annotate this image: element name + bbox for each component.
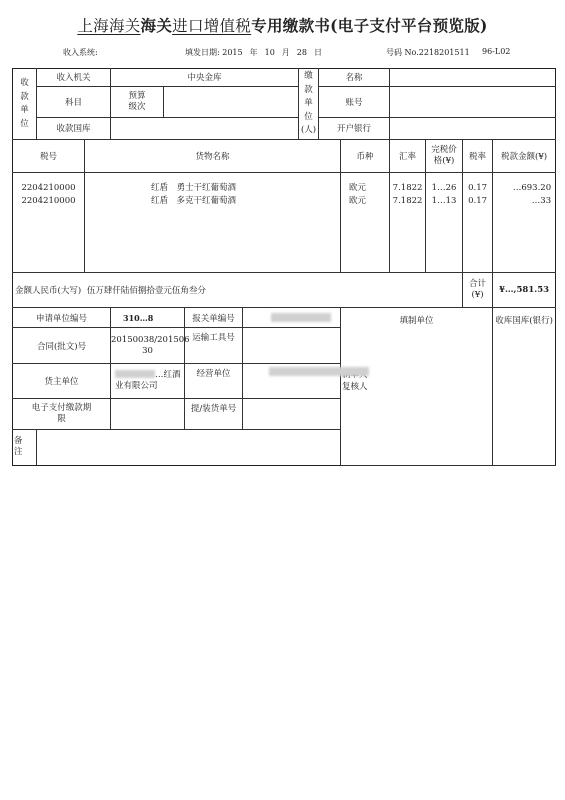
amount-words-value: 伍万肆仟陆佰捌拾壹元伍角叁分 (86, 285, 206, 296)
revenue-office-label: 收入机关 (37, 69, 111, 87)
currency-header: 币种 (341, 140, 390, 173)
transport-label: 运输工具号 (185, 328, 243, 363)
operator-value (243, 363, 341, 398)
redacted-declaration-no (271, 313, 331, 322)
issue-year: 2015 (222, 48, 243, 57)
duty-paid-price-header (426, 140, 463, 173)
remarks-label (13, 429, 37, 465)
revenue-system-label: 收入系统: (63, 48, 98, 57)
payment-deadline-value (111, 398, 185, 429)
owner-label: 货主单位 (13, 363, 111, 398)
payer-name-value (390, 69, 556, 87)
title-customs-word: 海关 (140, 16, 173, 35)
payer-account-label: 账号 (319, 86, 390, 117)
owner-line-2: 业有限公司 (115, 380, 158, 391)
duty-paid-price-line-1: 完税价 (431, 145, 457, 156)
issue-date (185, 47, 329, 58)
year-unit: 年 (249, 48, 258, 57)
issue-day: 28 (296, 48, 307, 57)
bill-of-lading-value (243, 398, 341, 429)
deadline-line-2: 限 (57, 413, 66, 424)
operator-label: 经营单位 (185, 363, 243, 398)
title-customs-name: 上海海关 (77, 17, 141, 35)
table-row: 7.1822 (392, 183, 423, 194)
tax-rate-cell (463, 173, 493, 272)
receiving-treasury-label: 收款国库 (37, 117, 111, 140)
tax-rate-header: 税率 (463, 140, 493, 173)
document-number-label: 号码 No. (386, 48, 419, 57)
remarks-char-1: 备 (14, 436, 23, 447)
table-row: 红盾 勇士干红葡萄酒 (151, 183, 237, 194)
table-row: 1…26 (431, 183, 457, 194)
table-row: 0.17 (468, 183, 488, 194)
remarks-char-2: 注 (14, 447, 23, 458)
payer-char-2: 款 (304, 84, 313, 95)
issue-date-label: 填发日期: (185, 48, 220, 57)
payment-deadline-label (13, 398, 111, 429)
total-sum-line-1: 合计 (469, 278, 487, 289)
exchange-rate-cell (390, 173, 426, 272)
payer-char-5: (人) (300, 125, 317, 136)
payment-form-table (12, 68, 556, 466)
payer-bank-label: 开户银行 (319, 117, 390, 140)
tax-amount-header: 税款金额(¥) (493, 140, 556, 173)
table-row: 2204210000 (21, 183, 76, 194)
table-row: 欧元 (349, 196, 367, 207)
goods-name-cell (85, 173, 341, 272)
redacted-owner-name (115, 370, 155, 378)
goods-name-header: 货物名称 (85, 140, 341, 173)
document-title (0, 14, 565, 36)
table-row: 7.1822 (392, 196, 423, 207)
owner-value (111, 363, 185, 398)
amount-words-label: 金额人民币(大写) (15, 285, 82, 296)
reviewer-label: 复核人 (342, 381, 368, 392)
issue-month: 10 (264, 48, 275, 57)
deadline-line-1: 电子支付缴款期 (31, 402, 92, 413)
applicant-code-value: 310…8 (111, 307, 185, 328)
subject-label: 科目 (37, 86, 111, 117)
treasury-bank-label: 收库国库(银行) (493, 307, 556, 465)
payer-account-value (390, 86, 556, 117)
table-row: 1…13 (431, 196, 457, 207)
payer-char-3: 单 (304, 98, 313, 109)
payee-section-label (13, 69, 37, 140)
budget-level-line-1: 预算 (128, 90, 146, 101)
contract-label: 合同(批文)号 (13, 328, 111, 363)
table-row: …693.20 (512, 183, 552, 194)
applicant-code-label: 申请单位编号 (13, 307, 111, 328)
declaration-no-label: 报关单编号 (185, 307, 243, 328)
payee-char-1: 收 (20, 78, 29, 89)
tax-amount-cell (493, 173, 556, 272)
receiving-treasury-value (111, 117, 299, 140)
total-sum-label (463, 272, 493, 307)
transport-value (243, 328, 341, 363)
duty-paid-price-cell (426, 173, 463, 272)
revenue-office-value: 中央金库 (111, 69, 299, 87)
month-unit: 月 (281, 48, 290, 57)
filler-label: 填制单位 (399, 315, 434, 326)
payee-char-2: 款 (20, 91, 29, 102)
payer-bank-value (390, 117, 556, 140)
total-sum-value: ¥…,581.53 (493, 272, 556, 307)
title-tax-type: 进口增值税 (172, 17, 252, 35)
payer-section-label (299, 69, 319, 140)
budget-level-value (164, 86, 299, 117)
payee-char-3: 单 (20, 105, 29, 116)
total-sum-line-2: (¥) (471, 289, 484, 300)
currency-cell (341, 173, 390, 272)
payer-char-4: 位 (304, 111, 313, 122)
table-row: 红盾 多克干红葡萄酒 (151, 196, 237, 207)
day-unit: 日 (313, 48, 322, 57)
owner-line-1: …红酒 (155, 369, 181, 380)
budget-level-line-2: 级次 (128, 101, 146, 112)
table-row: 2204210000 (21, 196, 76, 207)
table-row: 欧元 (349, 183, 367, 194)
remarks-value (37, 429, 341, 465)
filler-block (341, 307, 493, 465)
table-row: 0.17 (468, 196, 488, 207)
tax-code-header: 税号 (13, 140, 85, 173)
contract-line-2: 30 (142, 345, 153, 356)
payer-name-label: 名称 (319, 69, 390, 87)
duty-paid-price-line-2: 格(¥) (433, 156, 455, 167)
document-number-value: 2218201511 (418, 48, 470, 57)
payee-char-4: 位 (20, 118, 29, 129)
amount-in-words (13, 272, 463, 307)
contract-value (111, 328, 190, 363)
redacted-operator (269, 367, 369, 376)
document-number (386, 47, 470, 58)
contract-line-1: 20150038/201506 (111, 334, 190, 345)
budget-level-label (111, 86, 164, 117)
table-row: …33 (531, 196, 552, 207)
declaration-no-value (243, 307, 341, 328)
exchange-rate-header: 汇率 (390, 140, 426, 173)
bill-of-lading-label: 提/装货单号 (185, 398, 243, 429)
tax-code-cell (13, 173, 85, 272)
payer-char-1: 缴 (304, 71, 313, 82)
form-version: 96-L02 (482, 47, 511, 56)
title-document-type: 专用缴款书(电子支付平台预览版) (251, 16, 488, 35)
